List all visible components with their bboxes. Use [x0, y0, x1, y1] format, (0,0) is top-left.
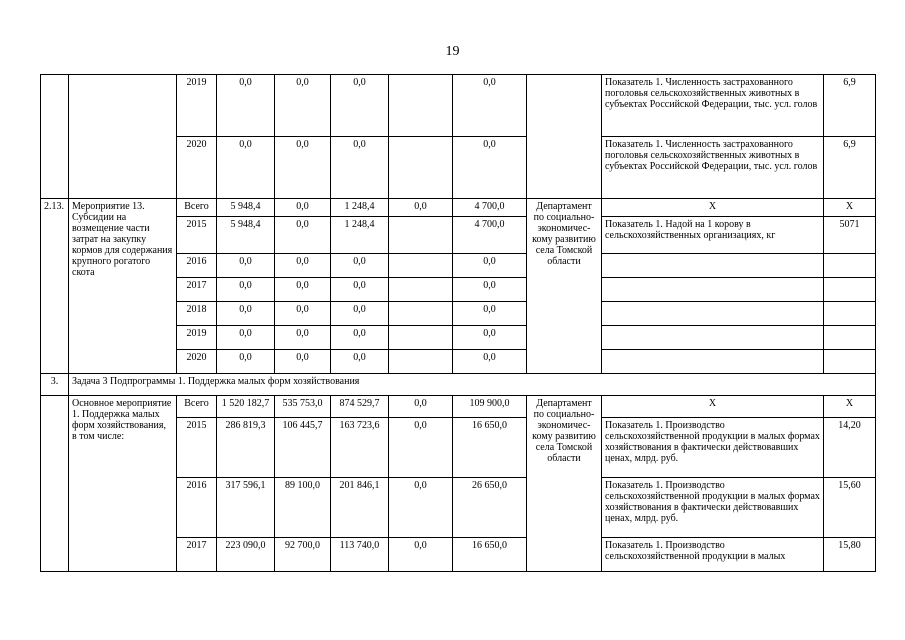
table-cell: 2018 [177, 302, 217, 326]
table-cell: 0,0 [331, 350, 389, 374]
table-cell: 874 529,7 [331, 396, 389, 418]
table-cell: 4 700,0 [453, 199, 527, 217]
table-cell: Всего [177, 396, 217, 418]
table-cell: X [602, 199, 824, 217]
table-cell [602, 278, 824, 302]
table-row [41, 374, 876, 396]
table-cell: 0,0 [453, 254, 527, 278]
table-cell: 92 700,0 [275, 538, 331, 572]
table-cell: 0,0 [389, 396, 453, 418]
table-cell: Показатель 1. Производство сельскохозяйственной продукции в малых [602, 538, 824, 572]
table-cell [389, 278, 453, 302]
table-cell: Департамент по социально-экономичес-кому развитию села Томской области [527, 396, 602, 572]
table-cell: 0,0 [275, 75, 331, 137]
table-cell: 0,0 [453, 350, 527, 374]
table-cell: 0,0 [217, 326, 275, 350]
table-cell [389, 75, 453, 137]
table-cell: 0,0 [331, 302, 389, 326]
table-cell: 0,0 [331, 75, 389, 137]
table-cell: 0,0 [275, 302, 331, 326]
table-cell [389, 217, 453, 254]
table-cell [824, 254, 876, 278]
table-cell: Основное мероприятие 1. Поддержка малых форм хозяйствования, в том числе: [69, 396, 177, 572]
table-cell: 6,9 [824, 137, 876, 199]
table-cell: 2.13. [41, 199, 69, 374]
table-cell: 0,0 [389, 199, 453, 217]
table-cell: 3. [41, 374, 69, 396]
table-cell [824, 350, 876, 374]
table-cell: 0,0 [217, 254, 275, 278]
table-cell: 0,0 [275, 199, 331, 217]
table-cell: 0,0 [453, 278, 527, 302]
table-cell [602, 326, 824, 350]
page-number: 19 [445, 44, 460, 59]
table-cell: Департамент по социально-экономичес-кому развитию села Томской области [527, 199, 602, 374]
table-cell [389, 254, 453, 278]
table-cell: 2020 [177, 350, 217, 374]
table-cell: 2015 [177, 217, 217, 254]
table-cell: Всего [177, 199, 217, 217]
table-cell: 317 596,1 [217, 478, 275, 538]
table-cell: 113 740,0 [331, 538, 389, 572]
table-cell: 2016 [177, 478, 217, 538]
table-cell: 5 948,4 [217, 199, 275, 217]
table-cell: 106 445,7 [275, 418, 331, 478]
table-cell: X [824, 199, 876, 217]
table-cell: 0,0 [275, 326, 331, 350]
table-cell: 16 650,0 [453, 538, 527, 572]
table-cell: 1 248,4 [331, 199, 389, 217]
table-cell: 26 650,0 [453, 478, 527, 538]
table-cell: 286 819,3 [217, 418, 275, 478]
table-cell: Показатель 1. Надой на 1 корову в сельскохозяйственных организациях, кг [602, 217, 824, 254]
table-cell: 16 650,0 [453, 418, 527, 478]
table-cell: 2019 [177, 75, 217, 137]
table-cell: 0,0 [217, 302, 275, 326]
table-cell: Мероприятие 13. Субсидии на возмещение части затрат на закупку кормов для содержания крупного рогатого скота [69, 199, 177, 374]
table-cell: 0,0 [331, 326, 389, 350]
table-cell [824, 302, 876, 326]
table-cell: 0,0 [453, 75, 527, 137]
table-cell [824, 326, 876, 350]
table-cell: Показатель 1. Численность застрахованного поголовья сельскохозяйственных животных в субъектах Российской Федерации, тыс. усл. голов [602, 137, 824, 199]
table-cell: Показатель 1. Производство сельскохозяйственной продукции в малых формах хозяйствования в фактически действовавших ценах, млрд. руб. [602, 418, 824, 478]
table-cell: 0,0 [217, 75, 275, 137]
table-row [41, 396, 876, 418]
table-cell: Показатель 1. Производство сельскохозяйственной продукции в малых формах хозяйствования в фактически действовавших ценах, млрд. руб. [602, 478, 824, 538]
table-cell [602, 350, 824, 374]
table-cell: 2015 [177, 418, 217, 478]
table-cell: 0,0 [453, 302, 527, 326]
table-cell: 0,0 [453, 137, 527, 199]
table-cell: 2019 [177, 326, 217, 350]
budget-table [40, 74, 876, 572]
table-cell: 0,0 [331, 254, 389, 278]
table-cell: 0,0 [331, 137, 389, 199]
table-cell: 201 846,1 [331, 478, 389, 538]
table-cell: Показатель 1. Численность застрахованного поголовья сельскохозяйственных животных в субъектах Российской Федерации, тыс. усл. голов [602, 75, 824, 137]
table-row [41, 75, 876, 137]
table-cell [389, 326, 453, 350]
table-cell: 0,0 [275, 350, 331, 374]
table-cell: 1 520 182,7 [217, 396, 275, 418]
table-cell: 5071 [824, 217, 876, 254]
table-cell: X [602, 396, 824, 418]
table-cell: 0,0 [389, 478, 453, 538]
table-cell: 0,0 [275, 278, 331, 302]
table-cell: 5 948,4 [217, 217, 275, 254]
table-cell: 223 090,0 [217, 538, 275, 572]
table-cell [389, 302, 453, 326]
table-cell: 0,0 [217, 350, 275, 374]
table-cell: 1 248,4 [331, 217, 389, 254]
table-cell: 163 723,6 [331, 418, 389, 478]
table-cell [389, 350, 453, 374]
table-cell: 2016 [177, 254, 217, 278]
table-row [41, 199, 876, 217]
table-cell: 535 753,0 [275, 396, 331, 418]
table-cell: 2020 [177, 137, 217, 199]
table-cell: 0,0 [389, 538, 453, 572]
table-cell: 0,0 [275, 137, 331, 199]
table-cell: 0,0 [275, 217, 331, 254]
table-cell: 2017 [177, 538, 217, 572]
table-cell: 109 900,0 [453, 396, 527, 418]
table-cell: 89 100,0 [275, 478, 331, 538]
table-cell: 0,0 [217, 137, 275, 199]
table-cell: Задача 3 Подпрограммы 1. Поддержка малых форм хозяйствования [69, 374, 876, 396]
table-cell: 0,0 [217, 278, 275, 302]
table-cell: 15,60 [824, 478, 876, 538]
table-cell: 14,20 [824, 418, 876, 478]
table-cell: 15,80 [824, 538, 876, 572]
table-cell: 0,0 [389, 418, 453, 478]
table-cell [824, 278, 876, 302]
table-cell: 0,0 [331, 278, 389, 302]
table-cell: 6,9 [824, 75, 876, 137]
table-cell: X [824, 396, 876, 418]
table-cell: 0,0 [275, 254, 331, 278]
table-cell [602, 302, 824, 326]
table-cell: 4 700,0 [453, 217, 527, 254]
table-cell [602, 254, 824, 278]
table-cell: 2017 [177, 278, 217, 302]
table-cell: 0,0 [453, 326, 527, 350]
table-cell [389, 137, 453, 199]
